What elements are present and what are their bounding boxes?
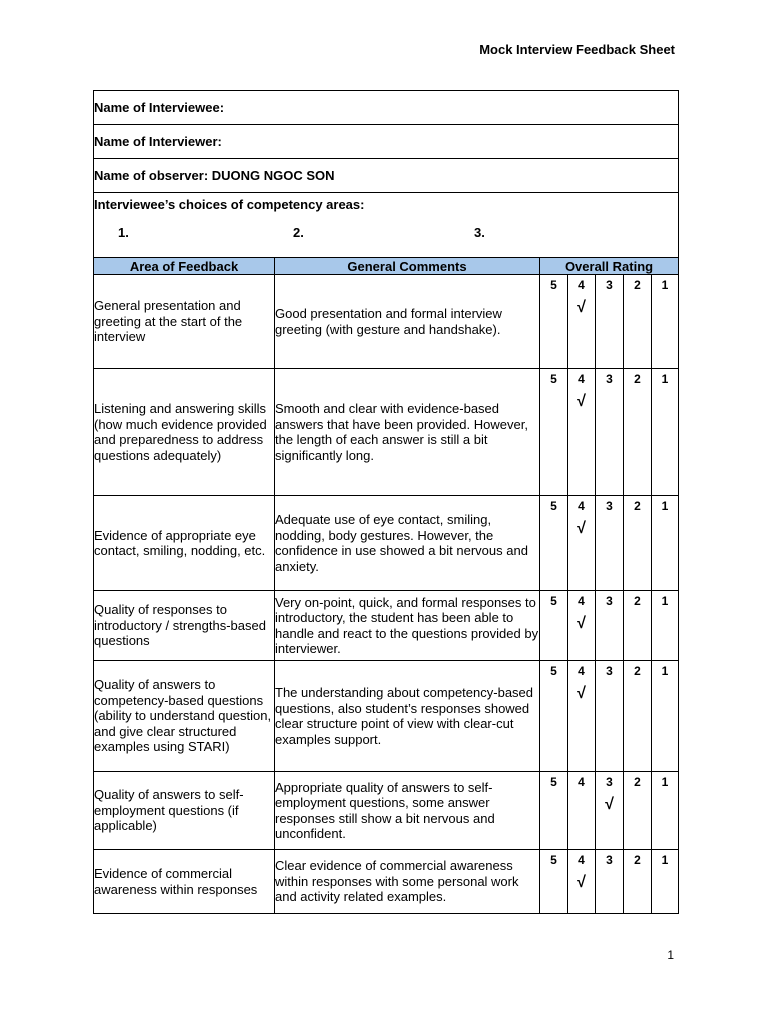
rating-scale-label: 4 [578, 372, 585, 386]
feedback-row [94, 369, 679, 496]
table-header-row [94, 258, 679, 275]
rating-scale-label: 2 [634, 594, 641, 608]
interviewee-row [94, 91, 679, 125]
general-comment-cell: Clear evidence of commercial awareness within responses with some personal work and activity related examples. [275, 850, 540, 914]
rating-cell-3 [596, 772, 624, 850]
rating-scale-label: 4 [578, 278, 585, 292]
check-mark-icon: √ [577, 520, 586, 537]
rating-cell-4 [568, 661, 596, 772]
rating-scale-label: 3 [606, 278, 613, 292]
rating-scale-label: 3 [606, 372, 613, 386]
interviewer-row [94, 125, 679, 159]
rating-scale-label: 3 [606, 853, 613, 867]
rating-cell-2 [624, 772, 652, 850]
general-comment-cell: Appropriate quality of answers to self-employment questions, some answer responses still show a bit nervous and unconfident. [275, 772, 540, 850]
rating-scale-label: 3 [606, 775, 613, 789]
rating-cell-1 [652, 496, 679, 591]
rating-scale-label: 2 [634, 853, 641, 867]
general-comment-cell: Smooth and clear with evidence-based answers that have been provided. However, the length of each answer is still a bit significantly long. [275, 369, 540, 496]
rating-cell-4 [568, 369, 596, 496]
rating-scale-label: 4 [578, 594, 585, 608]
observer-row [94, 159, 679, 193]
interviewee-label: Name of Interviewee: [94, 91, 679, 125]
rating-cell-5 [540, 496, 568, 591]
check-mark-icon: √ [577, 393, 586, 410]
rating-cell-2 [624, 369, 652, 496]
rating-cell-3 [596, 850, 624, 914]
feedback-row [94, 275, 679, 369]
rating-scale-label: 2 [634, 664, 641, 678]
rating-cell-5 [540, 850, 568, 914]
general-comment-cell: The understanding about competency-based questions, also student’s responses showed clear structure point of view with clear-cut examples support. [275, 661, 540, 772]
check-mark-icon: √ [577, 685, 586, 702]
rating-cell-1 [652, 369, 679, 496]
rating-cell-1 [652, 275, 679, 369]
rating-cell-2 [624, 661, 652, 772]
observer-label: Name of observer: DUONG NGOC SON [94, 159, 679, 193]
rating-scale-label: 2 [634, 278, 641, 292]
choice-3: 3. [474, 225, 485, 240]
check-mark-icon: √ [605, 796, 614, 813]
rating-scale-label: 1 [661, 775, 669, 789]
feedback-table [93, 90, 679, 914]
rating-cell-1 [652, 772, 679, 850]
col-comments-header: General Comments [275, 258, 540, 275]
area-of-feedback-cell: Evidence of appropriate eye contact, smiling, nodding, etc. [94, 496, 275, 591]
col-rating-header: Overall Rating [540, 258, 679, 275]
rating-scale-label: 2 [634, 499, 641, 513]
rating-cell-1 [652, 850, 679, 914]
rating-scale-label: 1 [661, 372, 669, 386]
competency-choices-row [94, 193, 679, 258]
rating-cell-2 [624, 591, 652, 661]
area-of-feedback-cell: Evidence of commercial awareness within responses [94, 850, 275, 914]
rating-scale-label: 5 [550, 775, 557, 789]
rating-cell-5 [540, 275, 568, 369]
rating-scale-label: 3 [606, 594, 613, 608]
general-comment-cell: Good presentation and formal interview greeting (with gesture and handshake). [275, 275, 540, 369]
rating-cell-3 [596, 661, 624, 772]
feedback-row [94, 591, 679, 661]
feedback-row [94, 661, 679, 772]
rating-scale-label: 5 [550, 853, 557, 867]
rating-cell-1 [652, 591, 679, 661]
rating-scale-label: 1 [661, 853, 669, 867]
rating-cell-4 [568, 850, 596, 914]
check-mark-icon: √ [577, 299, 586, 316]
rating-cell-3 [596, 369, 624, 496]
rating-scale-label: 5 [550, 594, 557, 608]
page-number: 1 [667, 948, 674, 962]
check-mark-icon: √ [577, 615, 586, 632]
choice-1: 1. [118, 225, 129, 240]
rating-scale-label: 5 [550, 664, 557, 678]
feedback-row [94, 496, 679, 591]
rating-scale-label: 4 [578, 775, 585, 789]
feedback-row [94, 850, 679, 914]
rating-scale-label: 3 [606, 664, 613, 678]
rating-cell-5 [540, 772, 568, 850]
rating-cell-5 [540, 661, 568, 772]
rating-scale-label: 1 [661, 594, 669, 608]
competency-choices-label: Interviewee’s choices of competency areas: [94, 197, 365, 212]
document-title: Mock Interview Feedback Sheet [479, 42, 675, 57]
area-of-feedback-cell: Quality of answers to self-employment questions (if applicable) [94, 772, 275, 850]
rating-cell-3 [596, 591, 624, 661]
rating-cell-2 [624, 496, 652, 591]
rating-scale-label: 4 [578, 499, 585, 513]
rating-cell-4 [568, 275, 596, 369]
rating-cell-4 [568, 496, 596, 591]
rating-cell-2 [624, 275, 652, 369]
rating-cell-3 [596, 496, 624, 591]
area-of-feedback-cell: General presentation and greeting at the start of the interview [94, 275, 275, 369]
col-area-header: Area of Feedback [94, 258, 275, 275]
rating-scale-label: 1 [661, 278, 669, 292]
feedback-row [94, 772, 679, 850]
rating-scale-label: 2 [634, 372, 641, 386]
choice-2: 2. [293, 225, 304, 240]
rating-scale-label: 1 [661, 664, 669, 678]
rating-cell-4 [568, 591, 596, 661]
rating-scale-label: 1 [661, 499, 669, 513]
rating-cell-5 [540, 369, 568, 496]
rating-scale-label: 3 [606, 499, 613, 513]
rating-scale-label: 2 [634, 775, 641, 789]
area-of-feedback-cell: Quality of responses to introductory / strengths-based questions [94, 591, 275, 661]
check-mark-icon: √ [577, 874, 586, 891]
rating-scale-label: 5 [550, 499, 557, 513]
area-of-feedback-cell: Quality of answers to competency-based questions (ability to understand question, and give clear structured examples using STARI) [94, 661, 275, 772]
rating-scale-label: 4 [578, 664, 585, 678]
general-comment-cell: Adequate use of eye contact, smiling, nodding, body gestures. However, the confidence in use showed a bit nervous and anxiety. [275, 496, 540, 591]
rating-cell-5 [540, 591, 568, 661]
interviewer-label: Name of Interviewer: [94, 125, 679, 159]
general-comment-cell: Very on-point, quick, and formal responses to introductory, the student has been able to handle and react to the questions provided by interviewer. [275, 591, 540, 661]
rating-cell-4 [568, 772, 596, 850]
rating-scale-label: 5 [550, 372, 557, 386]
area-of-feedback-cell: Listening and answering skills (how much evidence provided and preparedness to address questions adequately) [94, 369, 275, 496]
rating-cell-3 [596, 275, 624, 369]
rating-cell-1 [652, 661, 679, 772]
rating-cell-2 [624, 850, 652, 914]
rating-scale-label: 4 [578, 853, 585, 867]
rating-scale-label: 5 [550, 278, 557, 292]
